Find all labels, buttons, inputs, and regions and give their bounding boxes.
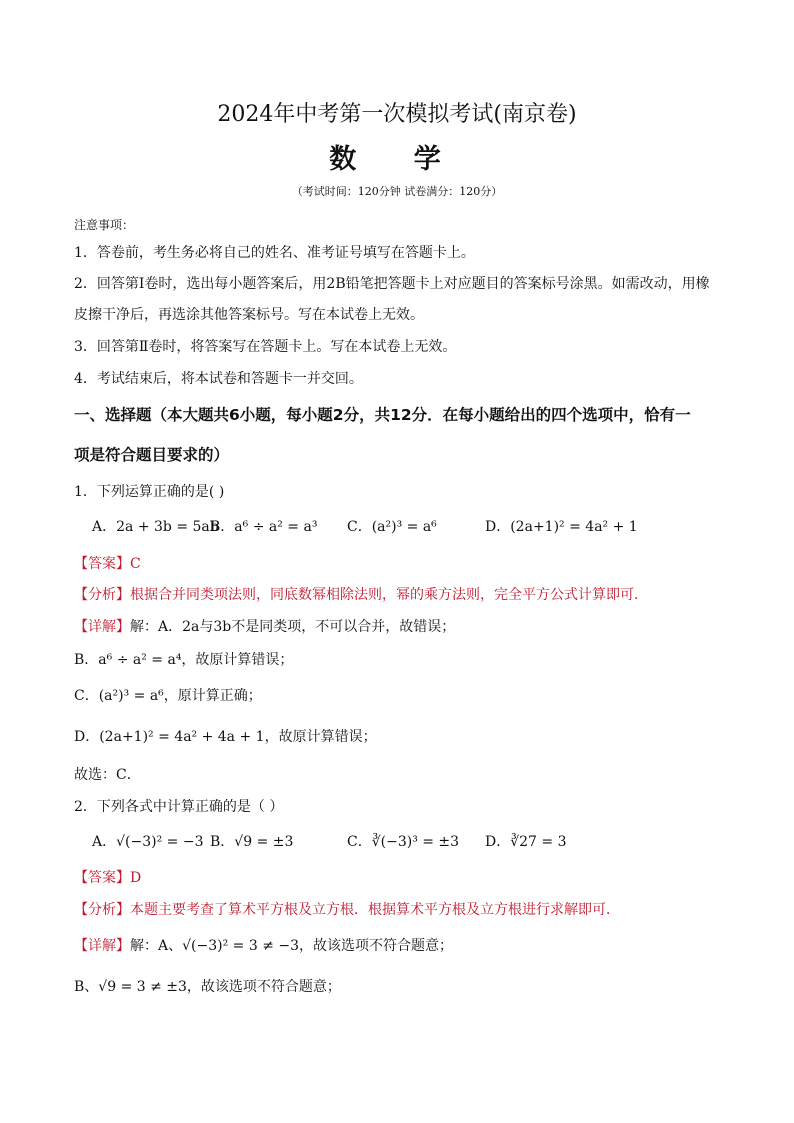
- q1-detail-b: B．a⁶ ÷ a² = a⁴，故原计算错误；: [74, 652, 294, 668]
- q1-answer-line: [74, 554, 734, 574]
- subject-title: 数 学: [329, 144, 465, 175]
- q2-detail-line: [74, 936, 734, 956]
- q2-analysis-line: [74, 900, 734, 920]
- q1-detail-c: C．(a²)³ = a⁶，原计算正确；: [74, 688, 262, 704]
- answer-tag: 【答案】: [74, 870, 130, 886]
- q1-detail-line: [74, 617, 734, 637]
- section-heading-cont: 项是符合题目要求的）: [74, 446, 230, 464]
- q1-choose: 故选：C．: [74, 767, 141, 783]
- q2-answer-line: [74, 868, 734, 888]
- q1-detail-d: D．(2a+1)² = 4a² + 4a + 1，故原计算错误；: [74, 729, 377, 745]
- detail-tag: 【详解】: [74, 619, 130, 635]
- answer-tag: 【答案】: [74, 556, 130, 572]
- q2-option-c: C．∛(−3)³ = ±3: [347, 834, 460, 850]
- q1-option-c: C．(a²)³ = a⁶: [347, 519, 437, 535]
- analysis-tag: 【分析】: [74, 587, 130, 603]
- section-heading: 一、选择题（本大题共6小题，每小题2分，共12分．在每小题给出的四个选项中，恰有一: [74, 406, 691, 424]
- q1-analysis: 根据合并同类项法则，同底数幂相除法则，幂的乘方法则，完全平方公式计算即可．: [130, 587, 648, 603]
- q2-detail-b: B、√9 = 3 ≠ ±3，故该选项不符合题意；: [74, 979, 341, 995]
- q1-detail-a: 解：A．2a与3b不是同类项，不可以合并，故错误；: [130, 619, 456, 635]
- q2-answer: D: [130, 870, 142, 886]
- note-item: 2．回答第Ⅰ卷时，选出每小题答案后，用2B铅笔把答题卡上对应题目的答案标号涂黑。如需改动，用橡: [74, 276, 710, 292]
- q2-option-b: B．√9 = ±3: [210, 834, 294, 850]
- note-item: 皮擦干净后，再选涂其他答案标号。写在本试卷上无效。: [74, 307, 424, 323]
- q1-stem: 1．下列运算正确的是( ): [74, 484, 225, 500]
- note-item: 3．回答第Ⅱ卷时，将答案写在答题卡上。写在本试卷上无效。: [74, 339, 457, 355]
- q2-option-a: A．√(−3)² = −3: [92, 834, 204, 850]
- q1-option-d: D．(2a+1)² = 4a² + 1: [485, 519, 638, 535]
- exam-info: （考试时间：120分钟 试卷满分：120分）: [291, 185, 503, 198]
- q1-analysis-line: [74, 585, 734, 605]
- note-item: 1．答卷前，考生务必将自己的姓名、准考证号填写在答题卡上。: [74, 245, 475, 261]
- page-title: 2024年中考第一次模拟考试(南京卷): [217, 102, 577, 127]
- note-item: 4．考试结束后，将本试卷和答题卡一并交回。: [74, 371, 363, 387]
- notes-heading: 注意事项：: [74, 218, 135, 232]
- q1-option-a: A．2a + 3b = 5ab: [92, 519, 219, 535]
- detail-tag: 【详解】: [74, 938, 130, 954]
- q2-options: [92, 832, 732, 852]
- q2-option-d: D．∛27 = 3: [485, 834, 567, 850]
- q1-answer: C: [130, 556, 141, 572]
- q2-stem: 2．下列各式中计算正确的是（ ）: [74, 799, 284, 815]
- analysis-tag: 【分析】: [74, 902, 130, 918]
- q1-option-b: B．a⁶ ÷ a² = a³: [210, 519, 318, 535]
- q2-detail-a: 解：A、√(−3)² = 3 ≠ −3，故该选项不符合题意；: [130, 938, 454, 954]
- q2-analysis: 本题主要考查了算术平方根及立方根．根据算术平方根及立方根进行求解即可．: [130, 902, 620, 918]
- q1-options: [92, 517, 732, 537]
